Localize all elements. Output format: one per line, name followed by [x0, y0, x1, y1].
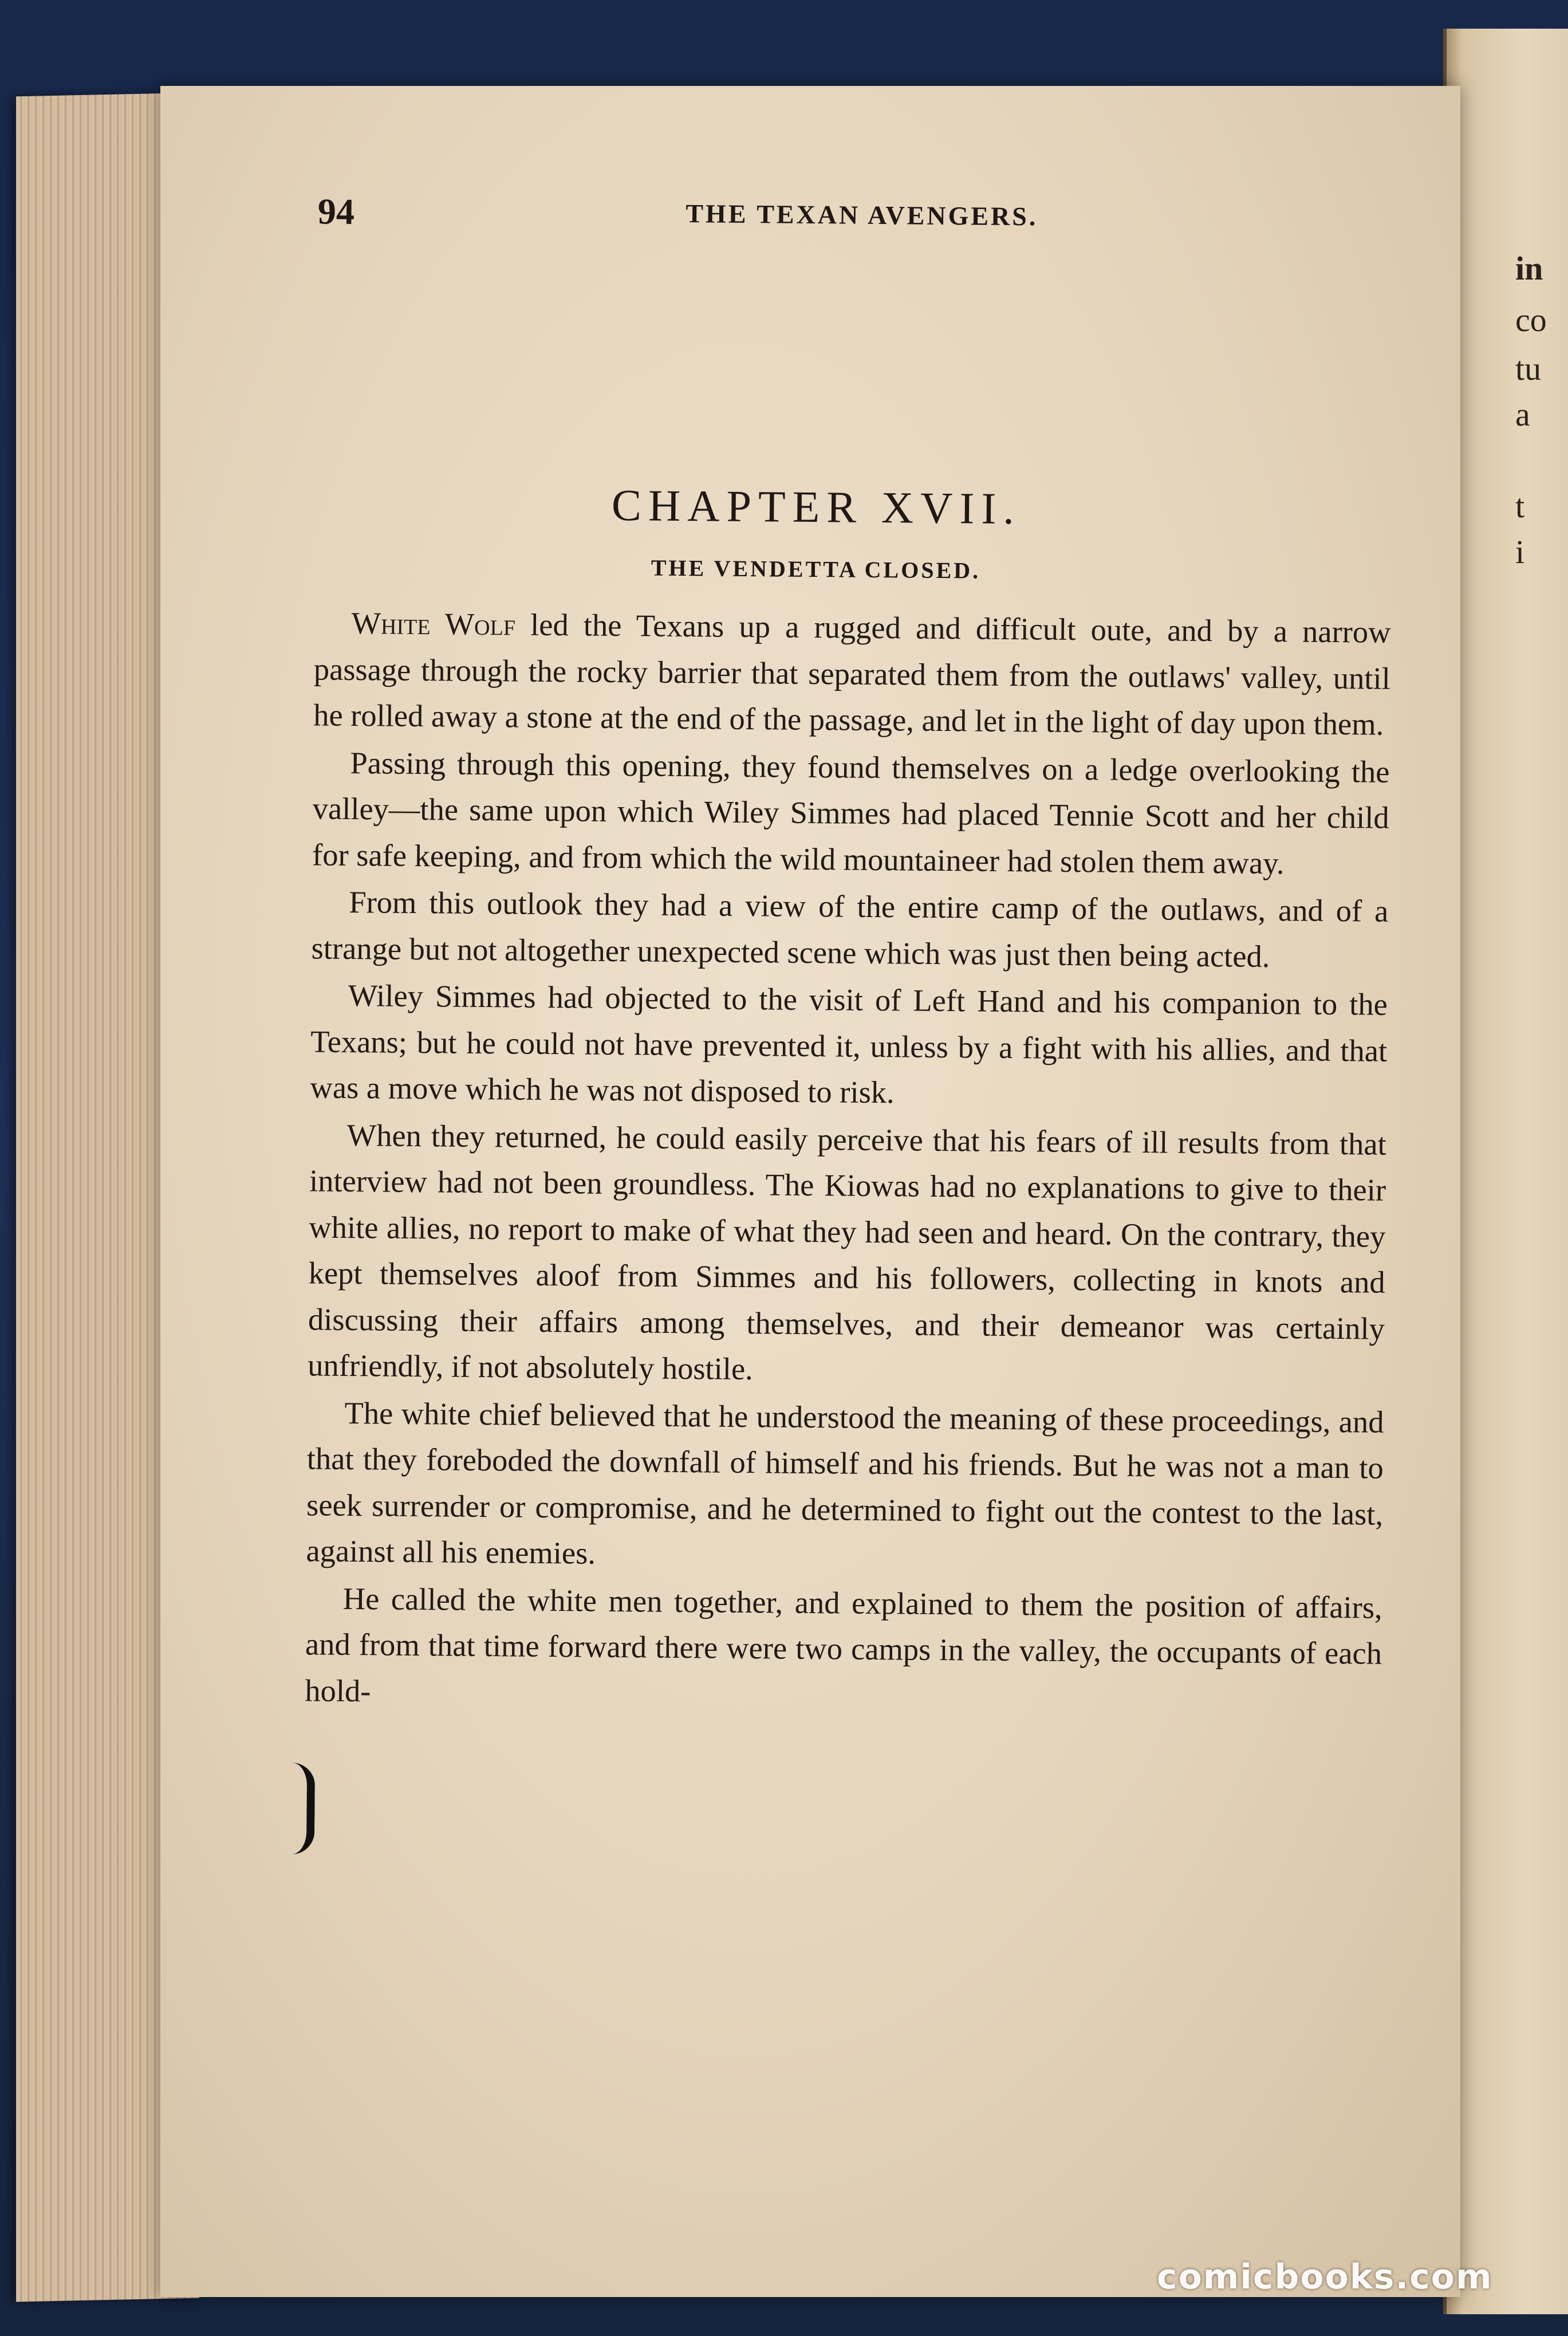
running-head [318, 190, 1407, 246]
paragraph: He called the white men together, and explained to them the position of affairs, and from that time forward there were two camps in the valley, the occupants of each hold- [305, 1580, 1382, 1708]
book-page [160, 86, 1460, 2297]
facing-page-fragment: co [1515, 301, 1547, 339]
paragraph: From this outlook they had a view of the entire camp of the outlaws, and of a strange but not altogether unexpected scene which was just then being acted. [311, 884, 1389, 974]
paragraph: Wiley Simmes had objected to the visit of Left Hand and his companion to the Texans; but he could not have prevented it, unless by a fight with his allies, and that was a move which he was not disposed to risk. [310, 977, 1388, 1110]
facing-page-fragment: in [1515, 250, 1543, 287]
facing-page-fragment: tu [1515, 350, 1542, 387]
chapter-subtitle: THE VENDETTA CLOSED. [651, 554, 981, 584]
paragraph: The white chief believed that he understood the meaning of these proceedings, and that they foreboded the downfall of himself and his friends. But he was not a man to seek surrender or compromise, and he determined to fight out the contest to the last, against all his enemies. [306, 1395, 1384, 1571]
facing-page-fragment: a [1515, 396, 1530, 433]
paragraph-text: led the Texans up a rugged and difficult oute, and by a narrow passage through the rocky barrier that separated them from the outlaws' valley, until he rolled away a stone at the end of the passage, and let in the light of day upon them. [313, 607, 1391, 742]
page-number: 94 [317, 191, 355, 232]
body-text [305, 600, 1391, 1724]
book-title: THE TEXAN AVENGERS. [685, 199, 1038, 231]
facing-page-fragment: t [1515, 487, 1525, 525]
paragraph: Passing through this opening, they found themselves on a ledge overlooking the valley—the same upon which Wiley Simmes had placed Tennie Scott and her child for safe keeping, and from which the wild mountaineer had stolen them away. [312, 745, 1390, 880]
facing-page-fragment: i [1515, 533, 1525, 571]
paragraph [313, 600, 1391, 748]
page-content [151, 80, 1470, 2303]
paragraph-lead: White Wolf [351, 605, 516, 642]
paragraph: When they returned, he could easily perceive that his fears of ill results from that interview had not been groundless. The Kiowas had no explanations to give to their white allies, no report to make of what they had seen and heard. On the contrary, they kept themselves aloof from Simmes and his followers, collecting in knots and discussing their affairs among themselves, and their demeanor was certainly unfriendly, if not absolutely hostile. [308, 1117, 1387, 1387]
margin-bracket-mark [283, 1763, 315, 1854]
chapter-heading: CHAPTER XVII. [611, 479, 1022, 534]
watermark: comicbooks.com [1157, 2257, 1493, 2297]
